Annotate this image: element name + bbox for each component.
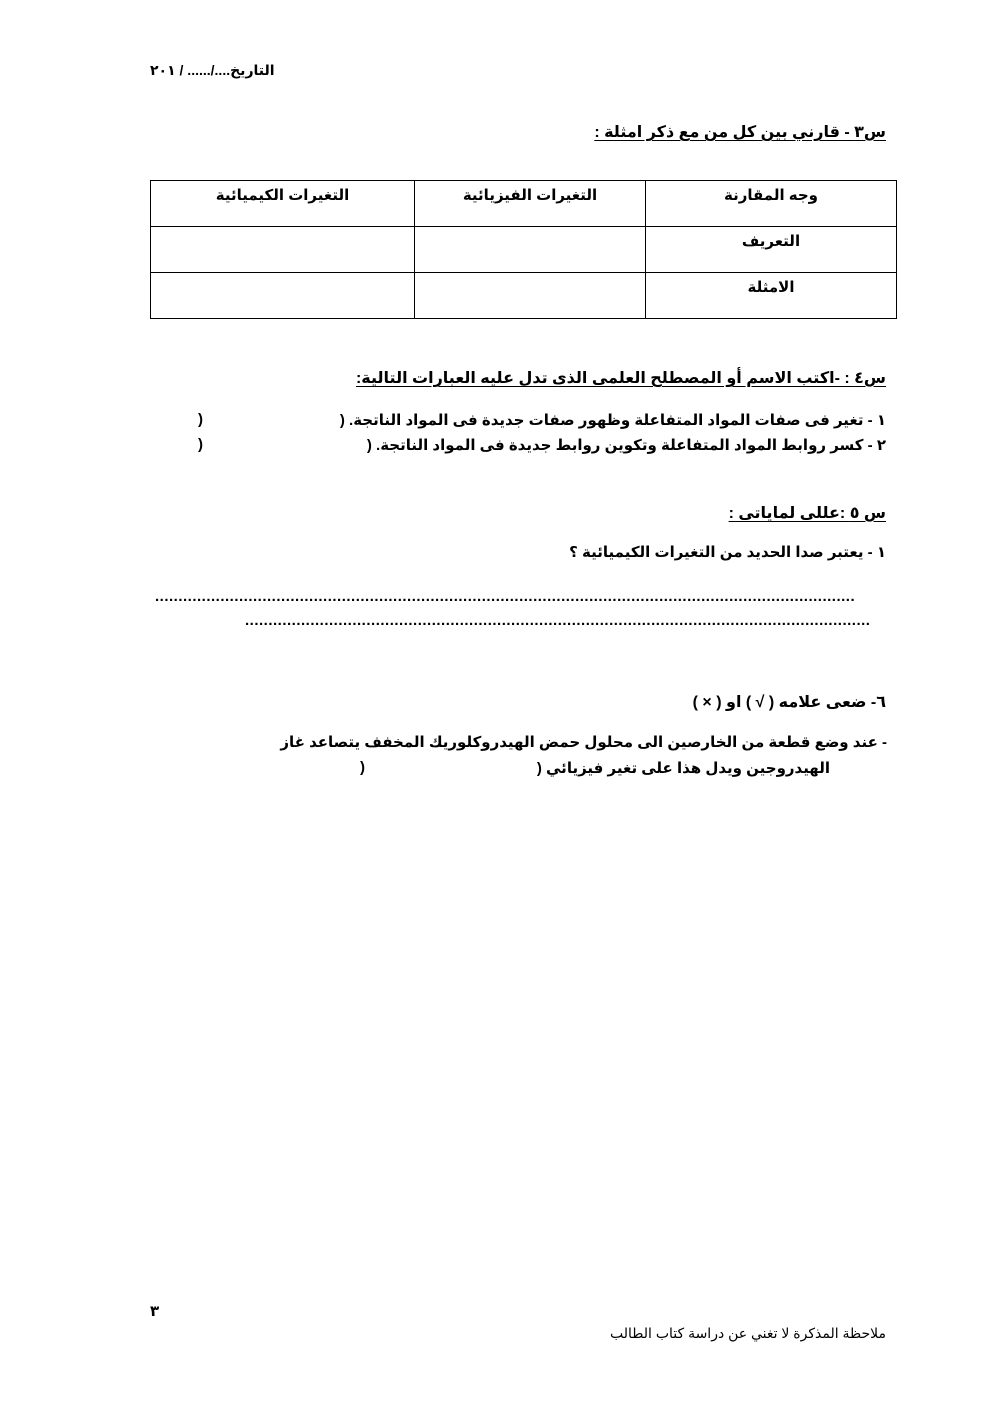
question-4-item-2: ٢ - كسر روابط المواد المتفاعلة وتكوين روابط جديدة فى المواد الناتجة. (: [366, 437, 886, 454]
footer-note: ملاحظة المذكرة لا تغني عن دراسة كتاب الطالب: [610, 1325, 886, 1341]
answer-cell[interactable]: [415, 227, 646, 273]
question-6-statement-line-1: - عند وضع قطعة من الخارصين الى محلول حمض الهيدروكلوريك المخفف يتصاعد غاز: [280, 734, 887, 751]
answer-cell[interactable]: [415, 273, 646, 319]
answer-dotted-line[interactable]: ......................................................................................................................................: [245, 612, 871, 629]
table-row-label: الامثلة: [646, 273, 897, 319]
table-header-cell: وجه المقارنة: [646, 181, 897, 227]
answer-blank-close-paren: ): [198, 436, 203, 453]
table-header-row: [151, 181, 897, 227]
question-5-title: س ٥ :عللى لماياتى :: [728, 505, 886, 522]
answer-blank-close-paren: ): [360, 759, 365, 776]
question-6-statement-line-2: الهيدروجين ويدل هذا على تغير فيزيائي (: [536, 760, 830, 777]
question-4-title: س٤ : -اكتب الاسم أو المصطلح العلمى الذى تدل عليه العبارات التالية:: [355, 370, 886, 387]
answer-cell[interactable]: [151, 273, 415, 319]
answer-cell[interactable]: [151, 227, 415, 273]
question-6-title: ٦- ضعى علامه ( √ ) او ( × ): [692, 694, 886, 711]
table-row: [151, 273, 897, 319]
question-3-title: س٣ - قارني بين كل من مع ذكر امثلة :: [594, 124, 886, 141]
date-line: التاريخ..../...... / ٢٠١: [150, 62, 275, 78]
table-row: [151, 227, 897, 273]
question-5-item-1: ١ - يعتبر صدا الحديد من التغيرات الكيميائية ؟: [569, 544, 886, 561]
table-header-cell: التغيرات الكيميائية: [151, 181, 415, 227]
page-number: ٣: [150, 1303, 160, 1320]
table-row-label: التعريف: [646, 227, 897, 273]
question-4-item-1: ١ - تغير فى صفات المواد المتفاعلة وظهور صفات جديدة فى المواد الناتجة. (: [339, 412, 886, 429]
answer-blank-close-paren: ): [198, 411, 203, 428]
comparison-table: [150, 180, 897, 319]
table-header-cell: التغيرات الفيزيائية: [415, 181, 646, 227]
answer-dotted-line[interactable]: ......................................................................................................................................................: [155, 588, 856, 605]
